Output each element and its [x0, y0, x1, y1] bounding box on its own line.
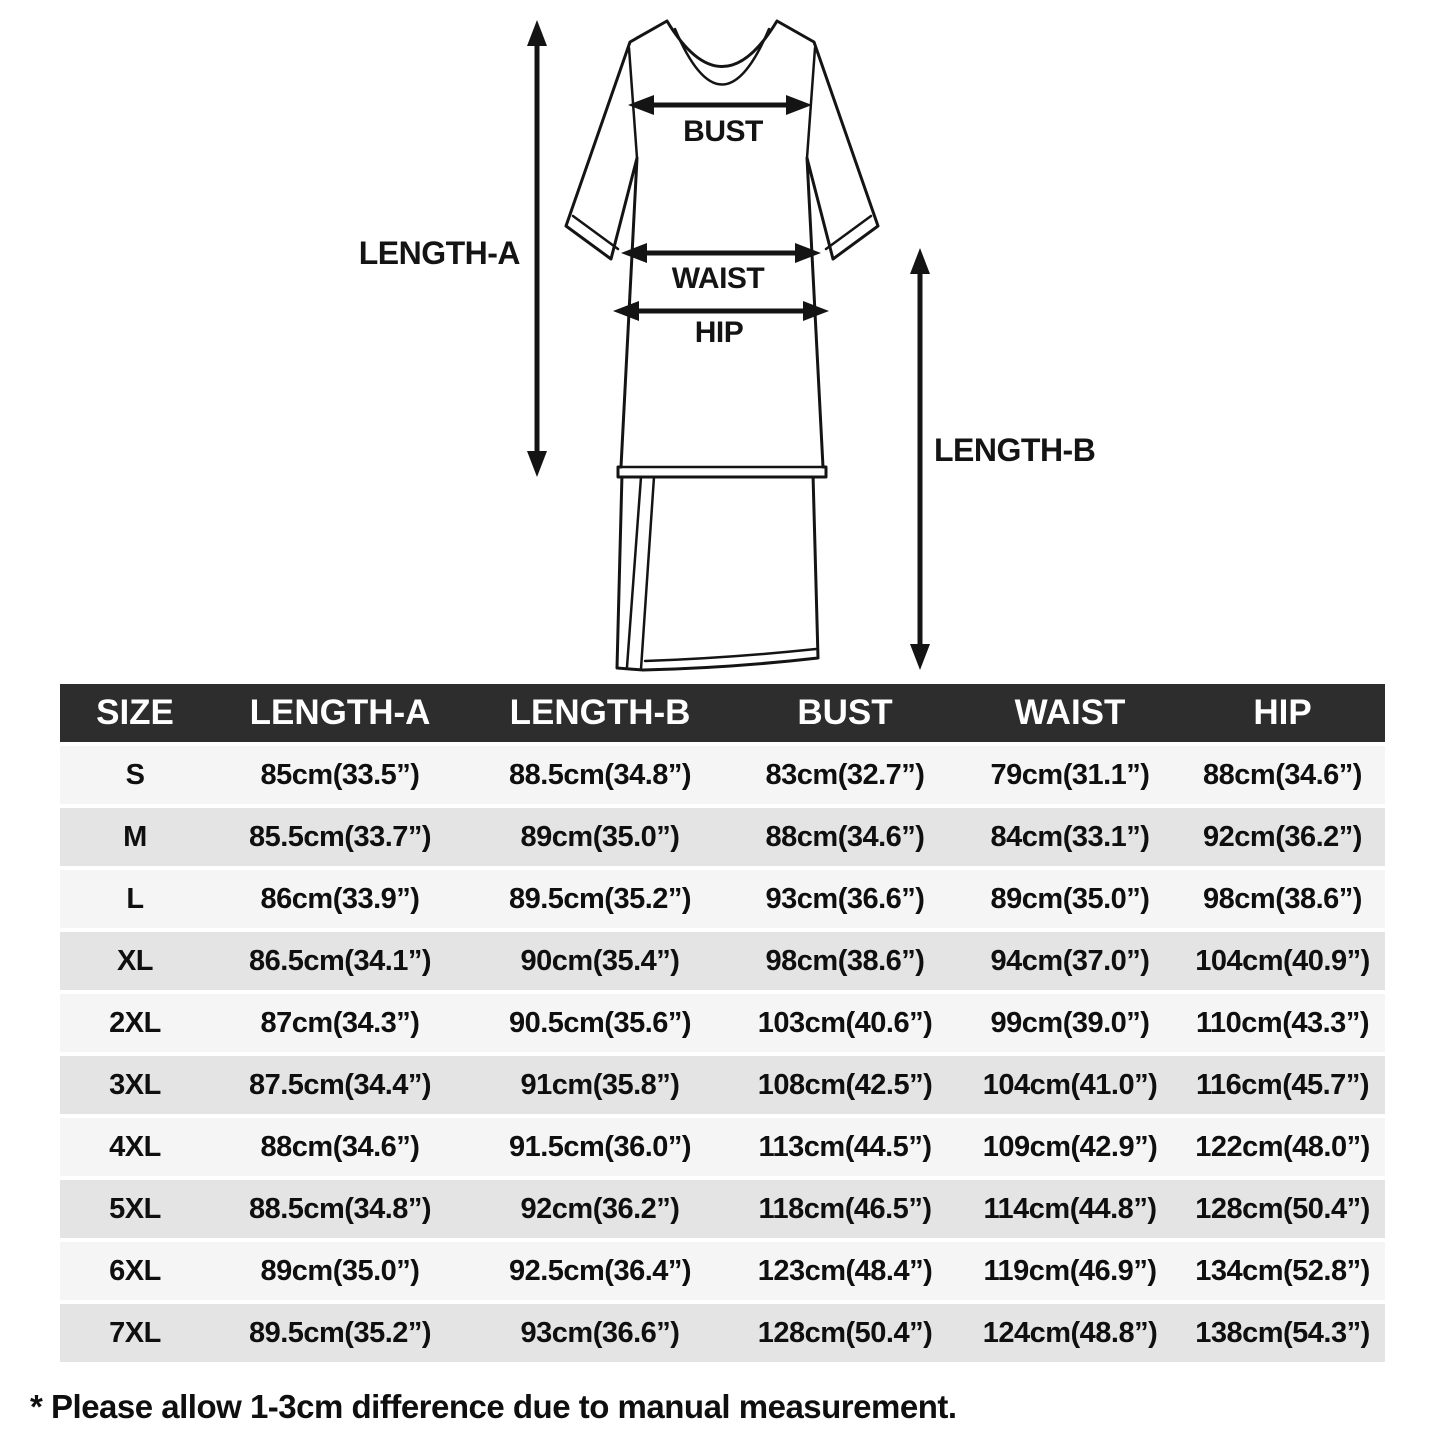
- cell-waist: 124cm(48.8”): [960, 1304, 1180, 1362]
- cell-length-a: 85cm(33.5”): [210, 746, 470, 804]
- cell-length-a: 88.5cm(34.8”): [210, 1180, 470, 1238]
- cell-size: 7XL: [60, 1304, 210, 1362]
- cell-size: 6XL: [60, 1242, 210, 1300]
- cell-length-b: 90.5cm(35.6”): [470, 994, 730, 1052]
- cell-length-a: 87.5cm(34.4”): [210, 1056, 470, 1114]
- cell-waist: 79cm(31.1”): [960, 746, 1180, 804]
- table-row: [60, 870, 1385, 928]
- size-table: [60, 680, 1385, 1366]
- cell-hip: 104cm(40.9”): [1180, 932, 1385, 990]
- measurement-note: * Please allow 1-3cm difference due to manual measurement.: [30, 1388, 957, 1425]
- hip-label: HIP: [694, 316, 744, 349]
- cell-length-b: 91.5cm(36.0”): [470, 1118, 730, 1176]
- bust-label: BUST: [683, 115, 763, 148]
- table-row: [60, 1304, 1385, 1362]
- size-table-body: [60, 746, 1385, 1362]
- table-row: [60, 1056, 1385, 1114]
- cell-waist: 94cm(37.0”): [960, 932, 1180, 990]
- cell-hip: 88cm(34.6”): [1180, 746, 1385, 804]
- cell-length-b: 89.5cm(35.2”): [470, 870, 730, 928]
- cell-size: 3XL: [60, 1056, 210, 1114]
- size-table-header: [60, 684, 1385, 742]
- cell-hip: 128cm(50.4”): [1180, 1180, 1385, 1238]
- cell-hip: 116cm(45.7”): [1180, 1056, 1385, 1114]
- cell-length-b: 88.5cm(34.8”): [470, 746, 730, 804]
- table-row: [60, 746, 1385, 804]
- header-row: [60, 684, 1385, 742]
- table-row: [60, 1118, 1385, 1176]
- cell-bust: 83cm(32.7”): [730, 746, 960, 804]
- cell-waist: 119cm(46.9”): [960, 1242, 1180, 1300]
- cell-size: 5XL: [60, 1180, 210, 1238]
- cell-size: S: [60, 746, 210, 804]
- length-a-label: LENGTH-A: [358, 235, 520, 271]
- length-b-arrow: [910, 248, 930, 670]
- table-row: [60, 808, 1385, 866]
- length-a-arrow: [527, 20, 547, 477]
- cell-hip: 110cm(43.3”): [1180, 994, 1385, 1052]
- header-length-a: LENGTH-A: [210, 684, 470, 742]
- cell-hip: 92cm(36.2”): [1180, 808, 1385, 866]
- cell-bust: 108cm(42.5”): [730, 1056, 960, 1114]
- cell-size: L: [60, 870, 210, 928]
- cell-length-a: 89.5cm(35.2”): [210, 1304, 470, 1362]
- cell-bust: 103cm(40.6”): [730, 994, 960, 1052]
- table-row: [60, 994, 1385, 1052]
- cell-bust: 128cm(50.4”): [730, 1304, 960, 1362]
- cell-waist: 89cm(35.0”): [960, 870, 1180, 928]
- cell-length-b: 91cm(35.8”): [470, 1056, 730, 1114]
- cell-hip: 134cm(52.8”): [1180, 1242, 1385, 1300]
- cell-length-a: 86cm(33.9”): [210, 870, 470, 928]
- table-row: [60, 932, 1385, 990]
- header-waist: WAIST: [960, 684, 1180, 742]
- cell-length-b: 90cm(35.4”): [470, 932, 730, 990]
- header-bust: BUST: [730, 684, 960, 742]
- header-hip: HIP: [1180, 684, 1385, 742]
- cell-bust: 93cm(36.6”): [730, 870, 960, 928]
- waist-label: WAIST: [671, 262, 765, 295]
- cell-length-a: 89cm(35.0”): [210, 1242, 470, 1300]
- header-length-b: LENGTH-B: [470, 684, 730, 742]
- cell-size: 2XL: [60, 994, 210, 1052]
- cell-length-b: 93cm(36.6”): [470, 1304, 730, 1362]
- cell-length-a: 87cm(34.3”): [210, 994, 470, 1052]
- measurement-diagram: [0, 0, 1445, 680]
- cell-size: M: [60, 808, 210, 866]
- cell-bust: 113cm(44.5”): [730, 1118, 960, 1176]
- cell-length-a: 88cm(34.6”): [210, 1118, 470, 1176]
- cell-hip: 98cm(38.6”): [1180, 870, 1385, 928]
- cell-waist: 84cm(33.1”): [960, 808, 1180, 866]
- cell-hip: 138cm(54.3”): [1180, 1304, 1385, 1362]
- garment-diagram-svg: [0, 0, 1445, 680]
- cell-bust: 98cm(38.6”): [730, 932, 960, 990]
- cell-waist: 99cm(39.0”): [960, 994, 1180, 1052]
- cell-length-a: 85.5cm(33.7”): [210, 808, 470, 866]
- table-row: [60, 1242, 1385, 1300]
- cell-length-b: 92.5cm(36.4”): [470, 1242, 730, 1300]
- cell-waist: 109cm(42.9”): [960, 1118, 1180, 1176]
- table-row: [60, 1180, 1385, 1238]
- length-b-label: LENGTH-B: [934, 432, 1096, 468]
- cell-size: 4XL: [60, 1118, 210, 1176]
- cell-bust: 123cm(48.4”): [730, 1242, 960, 1300]
- cell-size: XL: [60, 932, 210, 990]
- cell-bust: 118cm(46.5”): [730, 1180, 960, 1238]
- cell-length-b: 92cm(36.2”): [470, 1180, 730, 1238]
- tunic-outline: [566, 21, 878, 477]
- cell-hip: 122cm(48.0”): [1180, 1118, 1385, 1176]
- header-size: SIZE: [60, 684, 210, 742]
- cell-bust: 88cm(34.6”): [730, 808, 960, 866]
- cell-waist: 104cm(41.0”): [960, 1056, 1180, 1114]
- cell-length-b: 89cm(35.0”): [470, 808, 730, 866]
- cell-waist: 114cm(44.8”): [960, 1180, 1180, 1238]
- cell-length-a: 86.5cm(34.1”): [210, 932, 470, 990]
